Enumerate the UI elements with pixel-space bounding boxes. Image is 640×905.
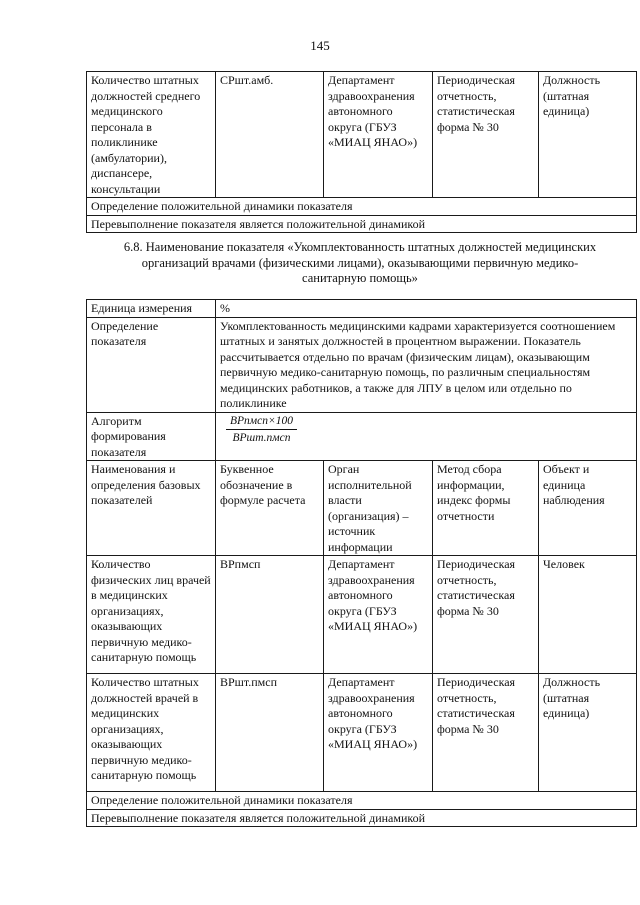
overfulfillment-note: Перевыполнение показателя является положительной динамикой xyxy=(87,215,637,233)
source-organ: Департамент здравоохранения автономного округа (ГБУЗ «МИАЦ ЯНАО») xyxy=(324,556,433,674)
definition-value: Укомплектованность медицинскими кадрами характеризуется соотношением штатных и занятых должностей в процентном выражении. Показатель рассчитывается отдельно по врачам (физическим лицам), оказывающим первичную медико-санитарную помощь, по различным специальностям медицинских работников, а также для ЛПУ в целом или отдельно по поликлинике xyxy=(216,317,637,412)
header-method: Метод сбора информации, индекс формы отчетности xyxy=(433,461,539,556)
table-row xyxy=(87,792,637,810)
definition-label: Определение показателя xyxy=(87,317,216,412)
header-name: Наименования и определения базовых показателей xyxy=(87,461,216,556)
formula-code: ВРпмсп xyxy=(216,556,324,674)
table-row xyxy=(87,72,637,198)
table-row xyxy=(87,317,637,412)
observation-unit: Должность (штатная единица) xyxy=(539,674,637,792)
indicator-table-continued xyxy=(86,71,637,233)
positive-dynamics-definition: Определение положительной динамики показателя xyxy=(87,792,637,810)
source-organ: Департамент здравоохранения автономного округа (ГБУЗ «МИАЦ ЯНАО») xyxy=(324,72,433,198)
header-object: Объект и единица наблюдения xyxy=(539,461,637,556)
base-indicator-name: Количество физических лиц врачей в медицинских организациях, оказывающих первичную медико-санитарную помощь xyxy=(87,556,216,674)
header-organ: Орган исполнительной власти (организация) – источник информации xyxy=(324,461,433,556)
indicator-passport-table xyxy=(86,299,637,827)
base-indicator-name: Количество штатных должностей врачей в медицинских организациях, оказывающих первичную медико-санитарную помощь xyxy=(87,674,216,792)
unit-label: Единица измерения xyxy=(87,300,216,318)
table-row xyxy=(87,674,637,792)
table-header-row xyxy=(87,461,637,556)
observation-unit: Человек xyxy=(539,556,637,674)
table-row xyxy=(87,809,637,827)
collection-method: Периодическая отчетность, статистическая форма № 30 xyxy=(433,556,539,674)
table-row xyxy=(87,300,637,318)
positive-dynamics-definition: Определение положительной динамики показателя xyxy=(87,198,637,216)
table-row xyxy=(87,198,637,216)
formula xyxy=(216,412,637,461)
formula-denominator: ВРшт.пмсп xyxy=(232,431,291,444)
formula-code: СРшт.амб. xyxy=(216,72,324,198)
collection-method: Периодическая отчетность, статистическая форма № 30 xyxy=(433,674,539,792)
base-indicator-name: Количество штатных должностей среднего медицинского персонала в поликлинике (амбулатории), диспансере, консультации xyxy=(87,72,216,198)
unit-value: % xyxy=(216,300,637,318)
table-row xyxy=(87,556,637,674)
collection-method: Периодическая отчетность, статистическая форма № 30 xyxy=(433,72,539,198)
header-code: Буквенное обозначение в формуле расчета xyxy=(216,461,324,556)
formula-code: ВРшт.пмсп xyxy=(216,674,324,792)
formula-fraction xyxy=(226,414,297,445)
overfulfillment-note: Перевыполнение показателя является положительной динамикой xyxy=(87,809,637,827)
table-row xyxy=(87,412,637,461)
source-organ: Департамент здравоохранения автономного округа (ГБУЗ «МИАЦ ЯНАО») xyxy=(324,674,433,792)
observation-unit: Должность (штатная единица) xyxy=(539,72,637,198)
section-title: 6.8. Наименование показателя «Укомплектованность штатных должностей медицинских организаций врачами (физическими лицами), оказывающими первичную медико-санитарную помощь» xyxy=(123,240,597,285)
table-row xyxy=(87,215,637,233)
algorithm-label: Алгоритм формирования показателя xyxy=(87,412,216,461)
page-number: 145 xyxy=(310,38,330,53)
formula-numerator: ВРпмсп×100 xyxy=(226,414,297,430)
